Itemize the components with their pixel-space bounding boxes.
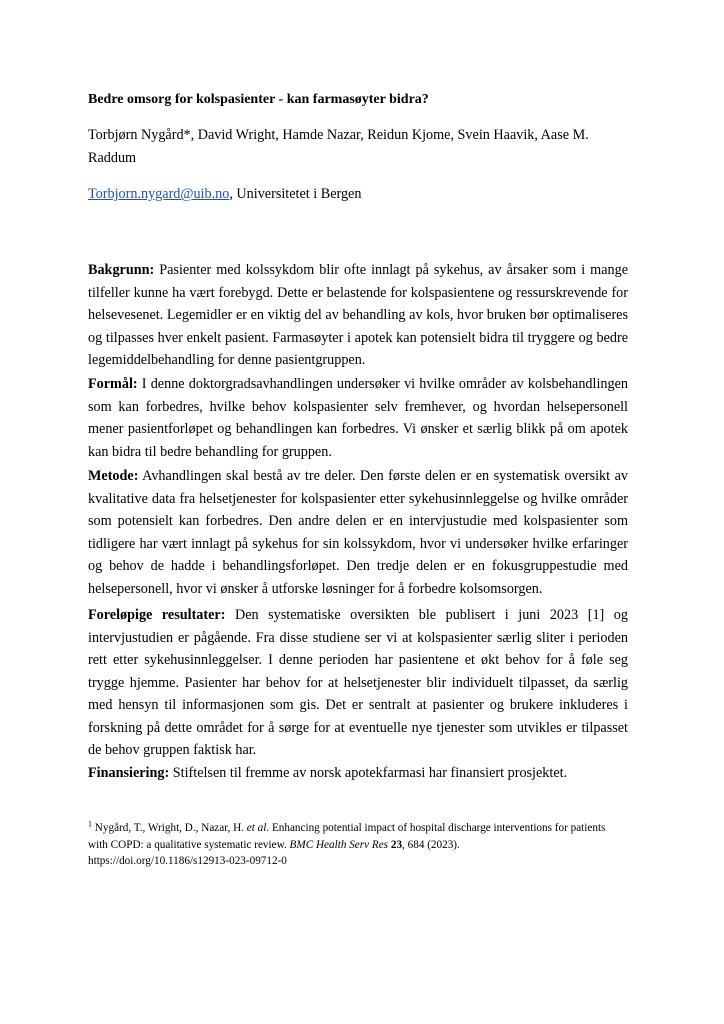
footnote-doi[interactable]: https://doi.org/10.1186/s12913-023-09712-0 <box>88 855 287 867</box>
footnote-title: . Enhancing potential impact of hospital discharge interventions for patients with COPD: a qualitative systematic review. <box>88 822 606 851</box>
section-metode <box>88 465 628 600</box>
institution-name: , Universitetet i Bergen <box>229 186 362 202</box>
section-label: Bakgrunn: <box>88 262 155 278</box>
footnote-etal: et al <box>246 822 267 834</box>
section-finansiering <box>88 762 628 785</box>
footnote-volume: 23 <box>388 838 403 851</box>
section-bakgrunn <box>88 259 628 372</box>
section-label: Foreløpige resultater: <box>88 607 226 623</box>
document-title: Bedre omsorg for kolspasienter - kan farmasøyter bidra? <box>88 92 429 107</box>
section-resultater <box>88 604 628 762</box>
section-text: I denne doktorgradsavhandlingen undersøker vi hvilke områder av kolsbehandlingen som kan forbedres, hvilke behov kolspasienter selv fremhever, og hvordan helsepersonell mener pasientforløpet og behandlingen kan forbedres. Vi ønsker et særlig blikk på om apotek kan bidra til bedre behandling for gruppen. <box>88 376 628 460</box>
section-label: Finansiering: <box>88 765 170 781</box>
footnote-marker: 1 <box>88 819 92 829</box>
section-text: Pasienter med kolssykdom blir ofte innlagt på sykehus, av årsaker som i mange tilfeller kunne ha vært forebygd. Dette er belastende for kolspasientene og ressurskrevende for helsevesenet. Legemidler er en viktig del av behandling av kols, hvor bruken bør optimaliseres og tilpasses hver enkelt pasient. Farmasøyter i apotek kan potensielt bidra til tryggere og bedre legemiddelbehandling for denne pasientgruppen. <box>88 262 628 368</box>
footnote-journal: BMC Health Serv Res <box>289 838 389 851</box>
section-text: Den systematiske oversikten ble publisert i juni 2023 [1] og intervjustudien er pågående. Fra disse studiene ser vi at kolspasienter særlig sliter i perioden rett etter sykehusinnleggelser. I denne perioden har pasientene et økt behov for å føle seg trygge hjemme. Pasienter har behov for at helsetjenester blir individuelt tilpasset, da særlig med hensyn til informasjonen som gis. Det er sentralt at pasienter og brukere inkluderes i forskning på dette området for å sørge for at eventuelle nye tjenester som utvikles er tilpasset de behov gruppen faktisk har. <box>88 607 628 758</box>
author-list: Torbjørn Nygård*, David Wright, Hamde Nazar, Reidun Kjome, Svein Haavik, Aase M. Raddum <box>88 127 589 166</box>
section-text: Avhandlingen skal bestå av tre deler. Den første delen er en systematisk oversikt av kvalitative data fra helsetjenester for kolspasienter etter sykehusinnleggelse og hvilke områder som potensielt kan forbedres. Den andre delen er en intervjustudie med kolspasienter som tidligere har vært innlagt på sykehus for sin kolssykdom, hvor vi undersøker hvilke erfaringer og behov de hadde i behandlingsforløpet. Den tredje delen er en fokusgruppestudie med helsepersonell, hvor vi ønsker å utforske løsninger for å forbedre kolsomsorgen. <box>88 468 628 597</box>
section-formal <box>88 373 628 463</box>
email-link[interactable]: Torbjorn.nygard@uib.no <box>88 186 230 202</box>
section-text: Stiftelsen til fremme av norsk apotekfarmasi har finansiert prosjektet. <box>169 765 568 781</box>
footnote-authors: Nygård, T., Wright, D., Nazar, H. <box>92 822 247 834</box>
section-label: Formål: <box>88 376 138 392</box>
section-label: Metode: <box>88 468 139 484</box>
affiliation-line <box>88 183 628 206</box>
footnote-pages: , 684 (2023). <box>402 838 460 851</box>
footnote-reference <box>88 820 628 870</box>
